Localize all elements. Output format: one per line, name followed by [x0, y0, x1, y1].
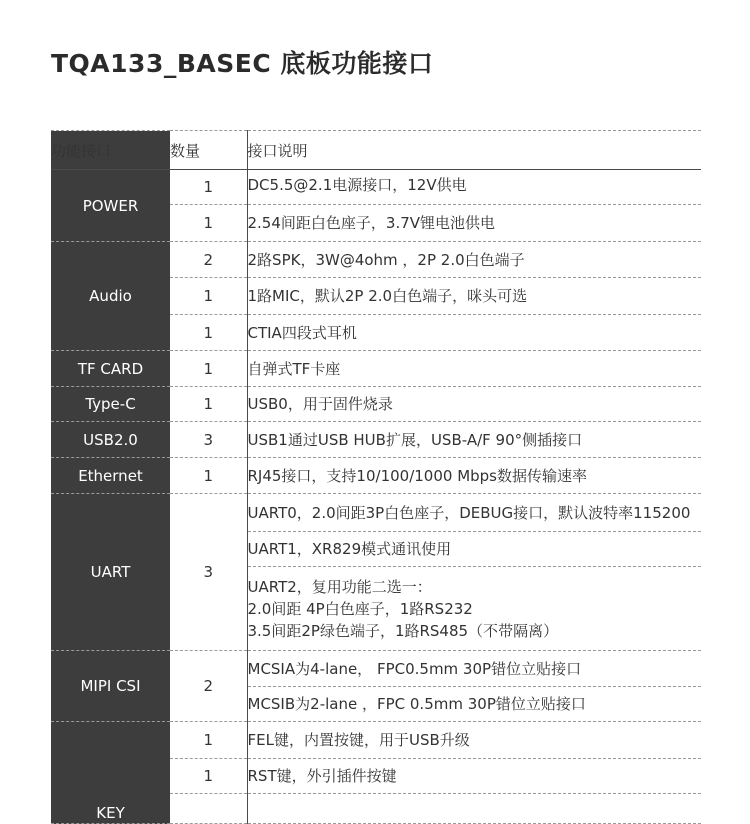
- table-row: [51, 651, 701, 687]
- function-cell: KEY: [51, 722, 170, 824]
- description-cell: [247, 422, 701, 458]
- function-cell: POWER: [51, 170, 170, 242]
- description-line: RST键，外引插件按键: [247, 767, 397, 785]
- quantity-cell: 3: [170, 494, 247, 651]
- table-row: [51, 722, 701, 759]
- description-cell: [247, 242, 701, 278]
- function-cell: Ethernet: [51, 458, 170, 494]
- description-line: RJ45接口，支持10/100/1000 Mbps数据传输速率: [247, 466, 588, 485]
- quantity-cell: 1: [170, 387, 247, 422]
- quantity-cell: 2: [170, 651, 247, 722]
- description-line: USB0，用于固件烧录: [247, 395, 393, 413]
- description-cell: [247, 567, 701, 651]
- table-row: [51, 422, 701, 458]
- description-cell: [247, 278, 701, 315]
- description-line: UART2，复用功能二选一：: [247, 577, 432, 596]
- description-line: 1路MIC，默认2P 2.0白色端子，咪头可选: [247, 287, 528, 305]
- table-row: [51, 242, 701, 278]
- description-cell: [247, 205, 701, 242]
- description-cell: [247, 687, 701, 722]
- description-cell: [247, 351, 701, 387]
- description-cell: [247, 794, 701, 824]
- quantity-cell: 1: [170, 170, 247, 205]
- quantity-cell: 1: [170, 722, 247, 759]
- description-cell: [247, 458, 701, 494]
- description-cell: [247, 759, 701, 794]
- table-row: [51, 458, 701, 494]
- table-row: [51, 351, 701, 387]
- table-body: [51, 170, 701, 824]
- table-row: [51, 170, 701, 205]
- quantity-cell: [170, 794, 247, 824]
- interface-spec-table: [51, 130, 701, 824]
- description-line: 自弹式TF卡座: [247, 359, 341, 378]
- function-cell: UART: [51, 494, 170, 651]
- table-row: [51, 387, 701, 422]
- description-line: 3.5间距2P绿色端子，1路RS485（不带隔离）: [247, 621, 559, 640]
- quantity-cell: 2: [170, 242, 247, 278]
- description-line: UART1，XR829模式通讯使用: [247, 540, 452, 558]
- function-cell: MIPI CSI: [51, 651, 170, 722]
- description-cell: [247, 651, 701, 687]
- function-cell: USB2.0: [51, 422, 170, 458]
- header-description: 接口说明: [247, 131, 701, 170]
- header-quantity: 数量: [170, 131, 247, 170]
- quantity-cell: 1: [170, 205, 247, 242]
- description-cell: [247, 494, 701, 532]
- description-line: MCSIB为2-lane ，FPC 0.5mm 30P错位立贴接口: [247, 695, 586, 713]
- page-title: TQA133_BASEC 底板功能接口: [51, 49, 434, 78]
- quantity-cell: 1: [170, 759, 247, 794]
- function-cell: Type-C: [51, 387, 170, 422]
- description-line: UART0，2.0间距3P白色座子，DEBUG接口，默认波特率115200: [247, 503, 691, 522]
- description-cell: [247, 315, 701, 351]
- description-cell: [247, 387, 701, 422]
- quantity-cell: 1: [170, 315, 247, 351]
- function-cell: Audio: [51, 242, 170, 351]
- quantity-cell: 3: [170, 422, 247, 458]
- description-line: 2路SPK，3W@4ohm ，2P 2.0白色端子: [247, 250, 525, 269]
- description-line: 2.54间距白色座子，3.7V锂电池供电: [247, 214, 496, 232]
- quantity-cell: 1: [170, 278, 247, 315]
- description-line: DC5.5@2.1电源接口，12V供电: [247, 176, 467, 194]
- table-row: [51, 494, 701, 532]
- description-line: 2.0间距 4P白色座子，1路RS232: [247, 599, 473, 618]
- header-function: 功能接口: [51, 131, 170, 170]
- description-line: CTIA四段式耳机: [247, 323, 357, 342]
- quantity-cell: 1: [170, 458, 247, 494]
- description-line: FEL键，内置按键，用于USB升级: [247, 731, 470, 749]
- table-header-row: [51, 131, 701, 170]
- description-line: MCSIA为4-lane， FPC0.5mm 30P错位立贴接口: [247, 659, 582, 678]
- function-cell: TF CARD: [51, 351, 170, 387]
- description-line: USB1通过USB HUB扩展，USB-A/F 90°侧插接口: [247, 430, 583, 449]
- quantity-cell: 1: [170, 351, 247, 387]
- description-cell: [247, 532, 701, 567]
- description-cell: [247, 170, 701, 205]
- description-cell: [247, 722, 701, 759]
